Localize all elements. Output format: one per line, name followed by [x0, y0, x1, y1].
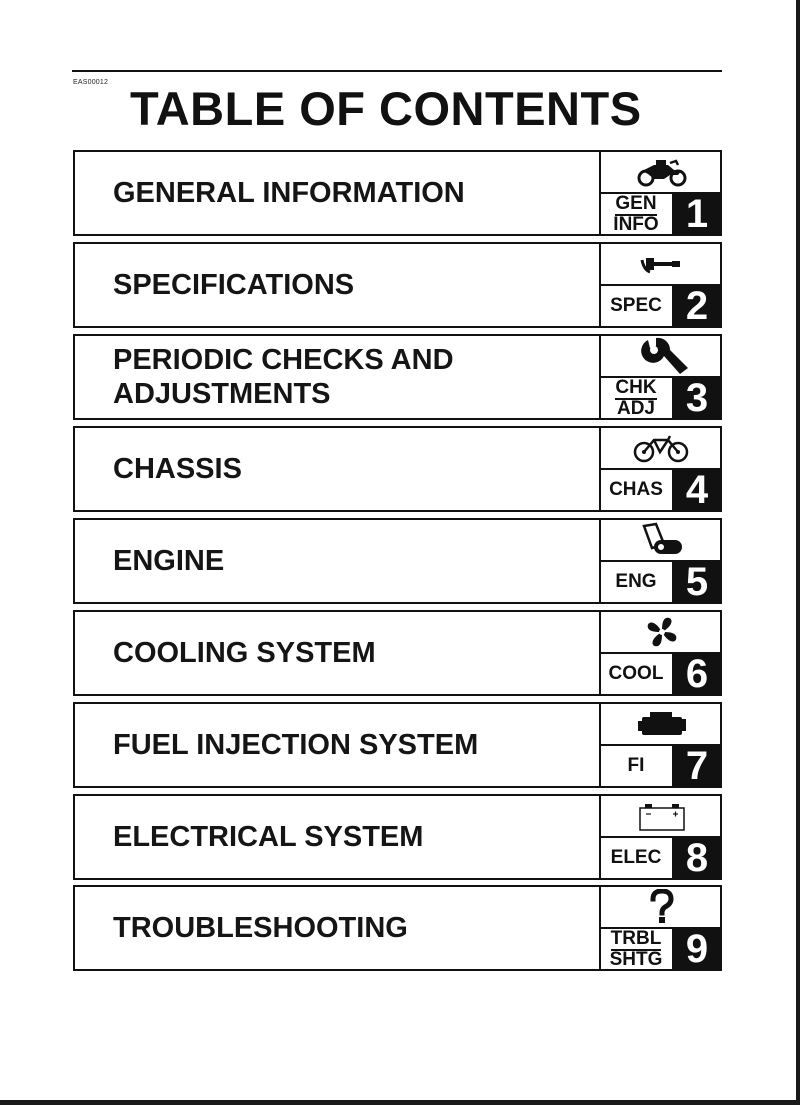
- motorcycle-icon: [601, 152, 722, 192]
- toc-row-periodic-checks[interactable]: [73, 334, 722, 420]
- doc-code: EAS00012: [73, 79, 109, 86]
- section-tab[interactable]: [599, 244, 722, 326]
- section-number: 6: [672, 652, 722, 696]
- section-code: CHAS: [609, 479, 663, 500]
- page-edge-bottom: [0, 1100, 800, 1105]
- toc-row-cooling-system[interactable]: [73, 610, 722, 696]
- section-label: PERIODIC CHECKS AND ADJUSTMENTS: [113, 344, 454, 410]
- section-tab[interactable]: [599, 704, 722, 786]
- section-number: 3: [672, 376, 722, 420]
- section-label: SPECIFICATIONS: [113, 269, 355, 301]
- toc-row-fuel-injection-system[interactable]: [73, 702, 722, 788]
- section-number: 9: [672, 927, 722, 971]
- spec-tool-icon: [601, 244, 722, 284]
- fan-icon: [601, 612, 722, 652]
- section-label: GENERAL INFORMATION: [113, 177, 465, 209]
- top-rule: [72, 70, 722, 72]
- section-tab[interactable]: [599, 796, 722, 878]
- question-icon: [601, 887, 722, 927]
- section-label: ENGINE: [113, 545, 225, 577]
- section-code: COOL: [608, 663, 664, 684]
- section-tab[interactable]: [599, 152, 722, 234]
- toc-row-troubleshooting[interactable]: [73, 885, 722, 971]
- section-number: 7: [672, 744, 722, 788]
- wrench-icon: [601, 336, 722, 376]
- bicycle-frame-icon: [601, 428, 722, 468]
- section-tab[interactable]: [599, 336, 722, 418]
- piston-icon: [601, 520, 722, 560]
- section-tab[interactable]: [599, 887, 722, 969]
- toc-row-electrical-system[interactable]: [73, 794, 722, 880]
- toc-row-chassis[interactable]: [73, 426, 722, 512]
- toc-row-general-information[interactable]: [73, 150, 722, 236]
- section-code: TRBL SHTG: [609, 927, 663, 970]
- section-tab[interactable]: [599, 520, 722, 602]
- section-code: ENG: [615, 571, 657, 592]
- battery-icon: [601, 796, 722, 836]
- toc-row-specifications[interactable]: [73, 242, 722, 328]
- section-tab[interactable]: [599, 612, 722, 694]
- page-edge-right: [796, 0, 800, 1105]
- page-title: TABLE OF CONTENTS: [130, 82, 642, 135]
- section-tab[interactable]: [599, 428, 722, 510]
- section-code: CHK ADJ: [615, 376, 657, 419]
- section-code: FI: [627, 755, 645, 776]
- section-label: COOLING SYSTEM: [113, 637, 376, 669]
- section-label: FUEL INJECTION SYSTEM: [113, 729, 479, 761]
- section-label: ELECTRICAL SYSTEM: [113, 821, 424, 853]
- section-code: ELEC: [610, 847, 662, 868]
- section-code: SPEC: [610, 295, 662, 316]
- section-number: 5: [672, 560, 722, 604]
- section-number: 8: [672, 836, 722, 880]
- section-number: 4: [672, 468, 722, 512]
- section-label: CHASSIS: [113, 453, 242, 485]
- engine-block-icon: [601, 704, 722, 744]
- section-number: 2: [672, 284, 722, 328]
- toc-row-engine[interactable]: [73, 518, 722, 604]
- section-label: TROUBLESHOOTING: [113, 912, 408, 944]
- section-number: 1: [672, 192, 722, 236]
- section-code: GEN INFO: [613, 192, 659, 235]
